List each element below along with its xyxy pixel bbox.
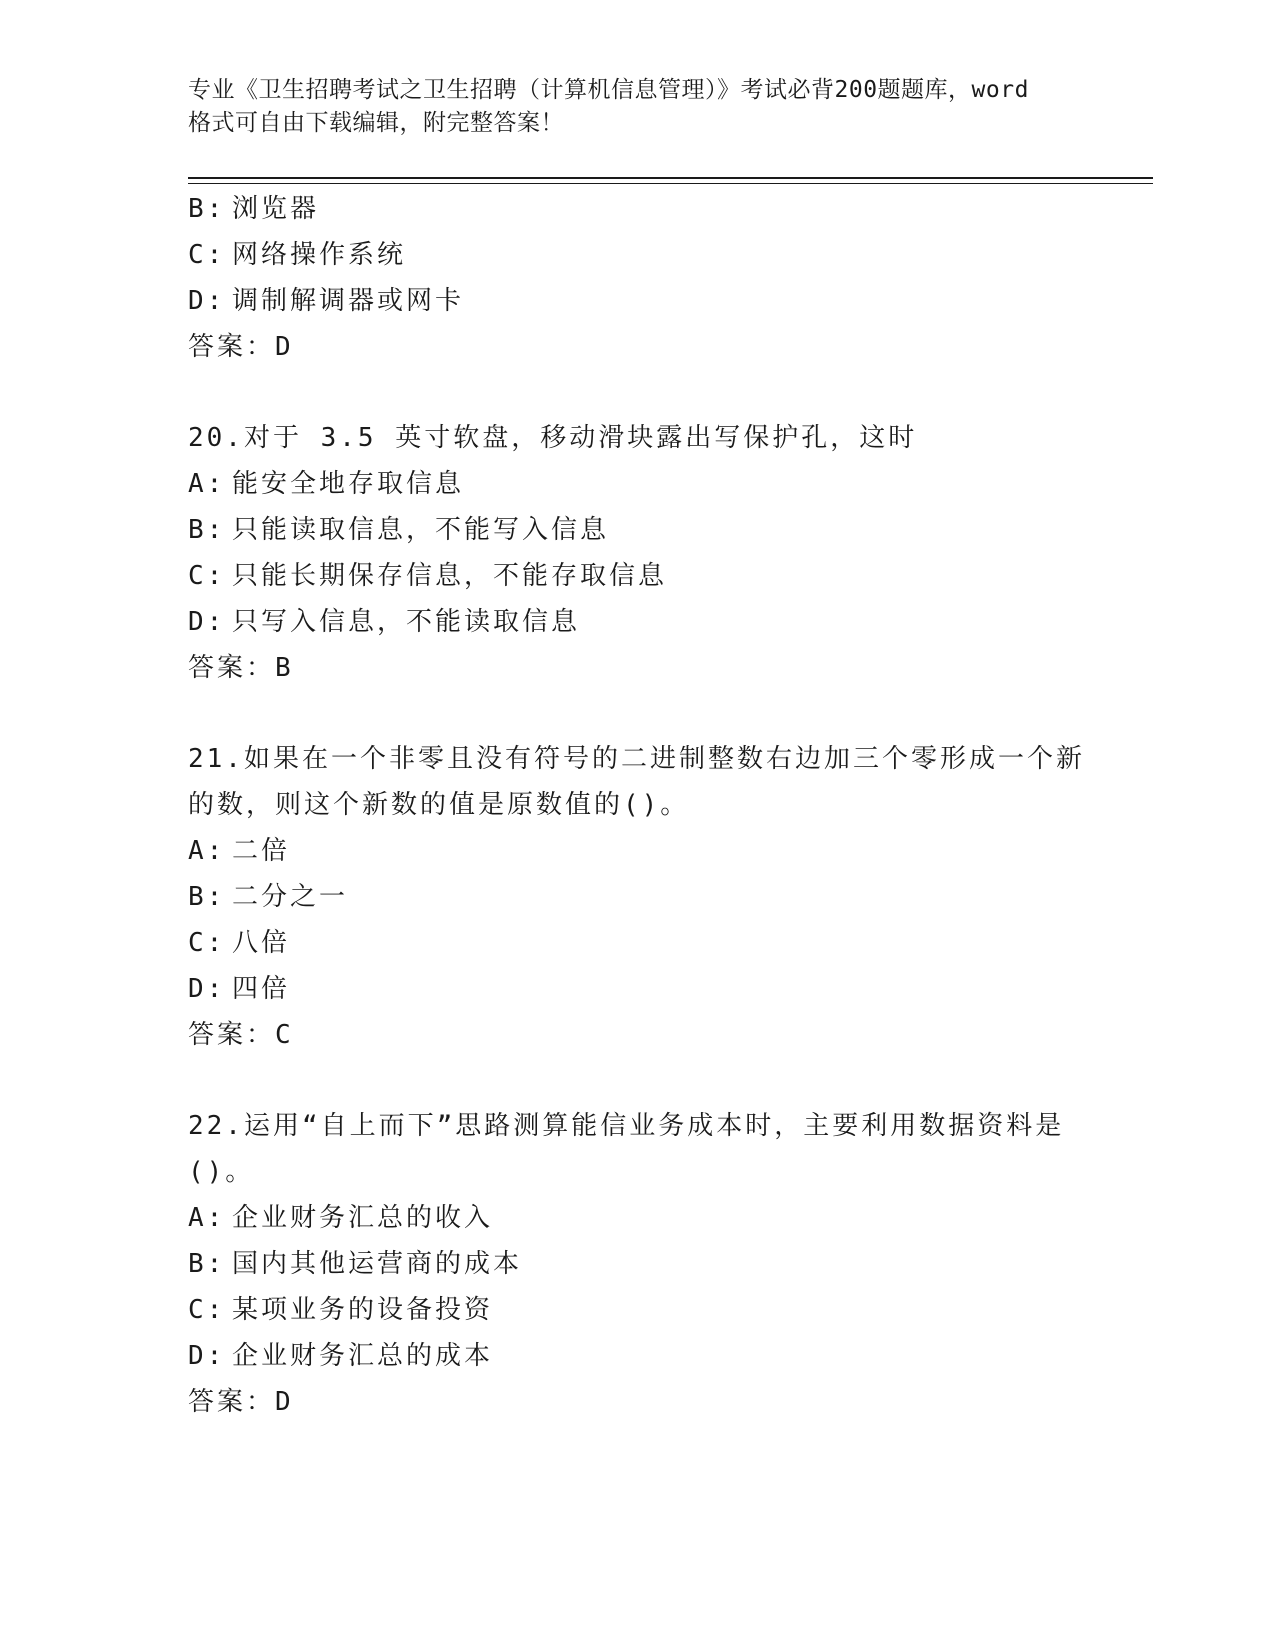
option-text: 四倍 [232,974,291,1004]
option-item [188,186,1088,232]
question-stem-continued: ()。 [188,1157,255,1187]
option-letter: C: [188,561,226,591]
option-letter: D: [188,1341,226,1371]
option-letter: B: [188,194,226,224]
question-22 [188,1103,1088,1425]
option-letter: C: [188,240,226,270]
option-text: 某项业务的设备投资 [232,1295,494,1325]
question-list [188,186,1088,1425]
option-letter: D: [188,286,226,316]
option-text: 能安全地存取信息 [232,469,465,499]
option-text: 浏览器 [232,194,320,224]
option-text: 企业财务汇总的收入 [232,1203,494,1233]
option-letter: A: [188,836,226,866]
option-item [188,920,1088,966]
document-header [188,74,1088,140]
option-letter: B: [188,1249,226,1279]
option-item [188,1241,1088,1287]
question-stem: 20.对于 3.5 英寸软盘，移动滑块露出写保护孔，这时 [188,423,918,453]
question-gap [188,691,1088,736]
answer-line: 答案：C [188,1020,294,1050]
option-item [188,599,1088,645]
option-item [188,278,1088,324]
option-letter: B: [188,515,226,545]
option-item [188,461,1088,507]
option-text: 调制解调器或网卡 [232,286,465,316]
option-text: 国内其他运营商的成本 [232,1249,523,1279]
question-stem: 22.运用“自上而下”思路测算能信业务成本时，主要利用数据资料是 [188,1111,1065,1141]
question-gap [188,1058,1088,1103]
option-item [188,1287,1088,1333]
option-letter: C: [188,928,226,958]
option-text: 只能读取信息，不能写入信息 [232,515,610,545]
answer-line: 答案：D [188,1387,294,1417]
option-letter: A: [188,469,226,499]
option-letter: B: [188,882,226,912]
question-stem: 21.如果在一个非零且没有符号的二进制整数右边加三个零形成一个新 [188,744,1085,774]
option-letter: D: [188,974,226,1004]
option-letter: D: [188,607,226,637]
option-text: 八倍 [232,928,291,958]
answer-line: 答案：B [188,653,294,683]
answer-line: 答案：D [188,332,294,362]
option-item [188,232,1088,278]
option-text: 二分之一 [232,882,349,912]
option-item [188,828,1088,874]
option-text: 只写入信息，不能读取信息 [232,607,581,637]
option-item [188,874,1088,920]
option-item [188,966,1088,1012]
question-gap [188,370,1088,415]
question-stem-continued: 的数，则这个新数的值是原数值的()。 [188,790,690,820]
header-title-line-1: 专业《卫生招聘考试之卫生招聘（计算机信息管理）》考试必背200题题库，word [188,77,1029,103]
option-item [188,1333,1088,1379]
option-letter: C: [188,1295,226,1325]
option-item [188,1195,1088,1241]
option-text: 二倍 [232,836,291,866]
option-item [188,553,1088,599]
header-title-line-2: 格式可自由下载编辑，附完整答案！ [188,110,564,136]
header-divider-thick [188,177,1153,179]
option-text: 网络操作系统 [232,240,407,270]
option-text: 只能长期保存信息，不能存取信息 [232,561,668,591]
option-item [188,507,1088,553]
question-20 [188,415,1088,691]
header-divider-thin [188,183,1153,184]
question-partial [188,186,1088,370]
question-21 [188,736,1088,1058]
option-text: 企业财务汇总的成本 [232,1341,494,1371]
option-letter: A: [188,1203,226,1233]
